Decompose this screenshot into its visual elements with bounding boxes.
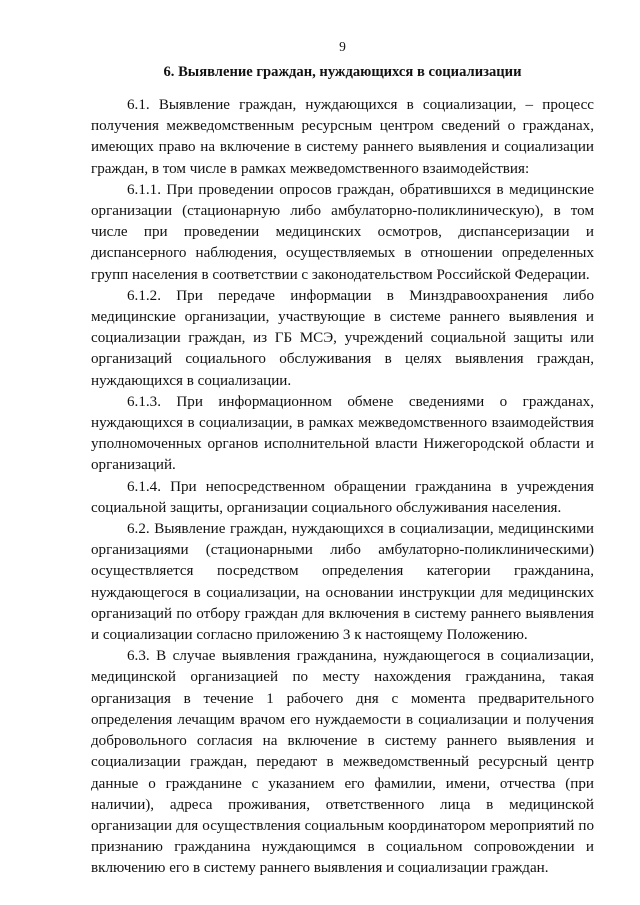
paragraph-6-1-4: 6.1.4. При непосредственном обращении гражданина в учреждения социальной защиты, организации социального обслуживания населения.	[91, 478, 594, 516]
page-number: 9	[339, 39, 346, 54]
section-body	[91, 95, 594, 880]
section-title: 6. Выявление граждан, нуждающихся в социализации	[163, 64, 522, 80]
paragraph-6-3: 6.3. В случае выявления гражданина, нуждающегося в социализации, медицинской организацией по месту нахождения гражданина, такая организация в течение 1 рабочего дня с момента предварительного определения лечащим врачом его нуждаемости в социализации и получения добровольного согласия на включение в систему раннего выявления и социализации граждан, передают в межведомственный ресурсный центр данные о гражданине с указанием его фамилии, имени, отчества (при наличии), адреса проживания, ответственного лица в медицинской организации для осуществления социальным координатором мероприятий по признанию гражданина нуждающимся в социальном сопровождении и включению его в систему раннего выявления и социализации граждан.	[91, 648, 594, 877]
paragraph-6-2: 6.2. Выявление граждан, нуждающихся в социализации, медицинскими организациями (стационарными либо амбулаторно-поликлиническими) осуществляется посредством определения категории гражданина, нуждающегося в социализации, на основании инструкции для медицинских организаций по отбору граждан для включения в систему раннего выявления и социализации согласно приложению 3 к настоящему Положению.	[91, 521, 594, 644]
paragraph-6-1-2: 6.1.2. При передаче информации в Минздравоохранения либо медицинские организации, участвующие в системе раннего выявления и социализации граждан, из ГБ МСЭ, учреждений социальной защиты или организаций социального обслуживания в целях выявления граждан, нуждающихся в социализации.	[91, 287, 594, 389]
paragraph-6-1-3: 6.1.3. При информационном обмене сведениями о гражданах, нуждающихся в социализации, в рамках межведомственного взаимодействия уполномоченных органов исполнительной власти Нижегородской области и организаций.	[91, 393, 594, 474]
paragraph-6-1-1: 6.1.1. При проведении опросов граждан, обратившихся в медицинские организации (стационарную либо амбулаторно-поликлиническую), в том числе при проведении медицинских осмотров, диспансеризации и диспансерного наблюдения, осуществляемых в отношении определенных групп населения в соответствии с законодательством Российской Федерации.	[91, 181, 594, 283]
paragraph-6-1: 6.1. Выявление граждан, нуждающихся в социализации, – процесс получения межведомственным ресурсным центром сведений о гражданах, имеющих право на включение в систему раннего выявления и социализации граждан, в том числе в рамках межведомственного взаимодействия:	[91, 97, 594, 177]
document-page	[91, 0, 594, 905]
